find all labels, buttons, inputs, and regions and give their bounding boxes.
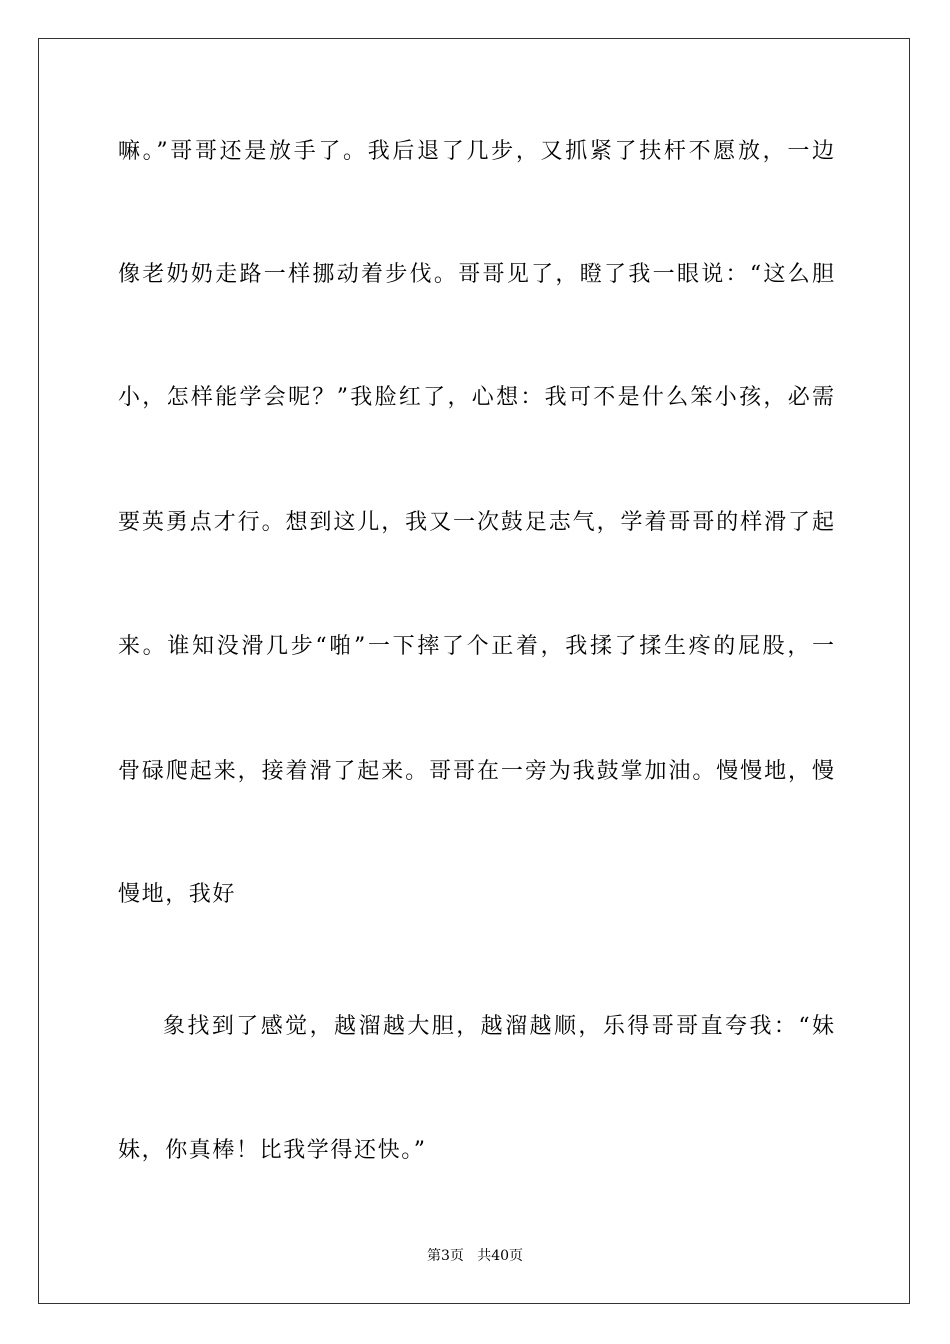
paragraph-line: 要英勇点才行。想到这儿，我又一次鼓足志气，学着哥哥的样滑了起 bbox=[118, 510, 834, 535]
paragraph-line: 小，怎样能学会呢？”我脸红了，心想：我可不是什么笨小孩，必需 bbox=[118, 385, 834, 410]
paragraph-line: 骨碌爬起来，接着滑了起来。哥哥在一旁为我鼓掌加油。慢慢地，慢 bbox=[118, 759, 834, 784]
paragraph-line: 慢地，我好 bbox=[118, 882, 237, 907]
page-border bbox=[38, 38, 910, 1304]
paragraph-line: 嘛。”哥哥还是放手了。我后退了几步，又抓紧了扶杆不愿放，一边 bbox=[118, 139, 834, 164]
paragraph-line: 妹，你真棒！比我学得还快。” bbox=[118, 1138, 427, 1163]
paragraph-line-indented: 象找到了感觉，越溜越大胆，越溜越顺，乐得哥哥直夸我：“妹 bbox=[163, 1014, 834, 1039]
paragraph-line: 像老奶奶走路一样挪动着步伐。哥哥见了，瞪了我一眼说：“这么胆 bbox=[118, 262, 834, 287]
page-number-footer: 第3页 共40页 bbox=[426, 1248, 524, 1264]
paragraph-line: 来。谁知没滑几步“啪”一下摔了个正着，我揉了揉生疼的屁股，一 bbox=[118, 634, 834, 659]
